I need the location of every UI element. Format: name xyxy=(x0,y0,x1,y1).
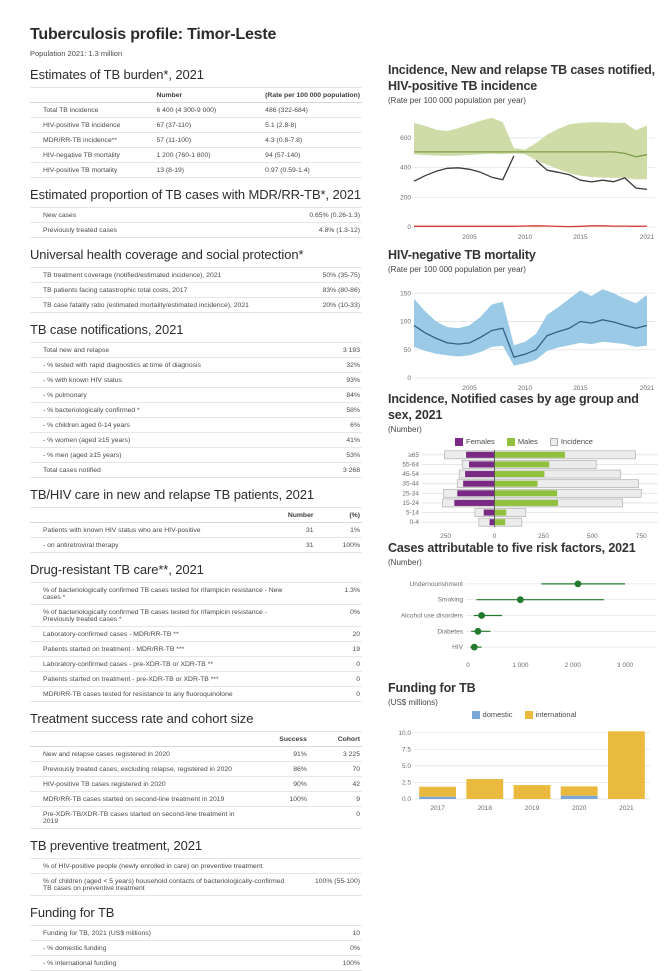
population-line: Population 2021: 1.3 million xyxy=(30,49,123,58)
table-row xyxy=(30,298,362,313)
table-fund xyxy=(30,925,362,971)
row-value: 57 (11-100) xyxy=(156,136,192,144)
svg-text:1 000: 1 000 xyxy=(512,662,529,669)
table-row xyxy=(30,672,362,687)
svg-text:0: 0 xyxy=(407,375,411,383)
table-row xyxy=(30,926,362,941)
table-row xyxy=(30,762,362,777)
row-label: % of children (aged < 5 years) household contacts of bacteriologically-confirmed TB cases on preventive treatment xyxy=(43,877,285,892)
row-label: % of bacteriologically confirmed TB cases tested for rifampicin resistance - Previously treated cases * xyxy=(43,608,267,623)
table-tsr xyxy=(30,731,362,829)
table-row xyxy=(30,657,362,672)
svg-text:55-64: 55-64 xyxy=(402,461,419,469)
chart-canvas xyxy=(388,448,660,540)
svg-text:400: 400 xyxy=(400,164,411,172)
row-label: HIV-positive TB mortality xyxy=(43,166,118,174)
column-header: Number xyxy=(287,511,314,519)
row-value: 3 193 xyxy=(342,346,360,354)
charts-column xyxy=(388,0,660,940)
row-value: 58% xyxy=(346,406,360,414)
table-mdrprop xyxy=(30,207,362,238)
row-value: 70 xyxy=(352,765,360,773)
legend-label: international xyxy=(535,710,577,719)
section-heading: Drug-resistant TB care**, 2021 xyxy=(30,562,204,577)
table-drtb xyxy=(30,582,362,702)
svg-text:15-24: 15-24 xyxy=(402,499,419,507)
svg-text:7.5: 7.5 xyxy=(401,746,411,754)
legend-swatch xyxy=(507,438,515,446)
section-notif xyxy=(30,322,362,478)
legend-swatch xyxy=(455,438,463,446)
svg-text:2021: 2021 xyxy=(639,385,655,392)
row-label: HIV-positive TB cases registered in 2020 xyxy=(43,780,166,788)
row-value: 100% (55-100) xyxy=(315,877,360,885)
section-tpt xyxy=(30,838,362,896)
chart-funding xyxy=(388,680,660,813)
table-row xyxy=(30,148,362,163)
row-value: 0% xyxy=(350,944,360,952)
column-header: Number xyxy=(156,91,183,99)
svg-text:2015: 2015 xyxy=(573,234,588,241)
table-row xyxy=(30,118,362,133)
svg-text:2021: 2021 xyxy=(639,234,655,241)
svg-text:25-34: 25-34 xyxy=(402,490,419,498)
row-value: 13 (8-19) xyxy=(156,166,185,174)
chart-canvas xyxy=(388,570,660,670)
table-row xyxy=(30,343,362,358)
legend-label: Females xyxy=(466,437,495,446)
table-tpt xyxy=(30,858,362,896)
svg-text:150: 150 xyxy=(400,290,411,298)
row-value: 3 225 xyxy=(342,750,360,758)
svg-text:≥65: ≥65 xyxy=(408,451,419,459)
svg-text:2 000: 2 000 xyxy=(564,662,581,669)
row-label: Pre-XDR-TB/XDR-TB cases started on second-line treatment in 2019 xyxy=(43,810,235,825)
row-value: 90% xyxy=(293,780,307,788)
chart-subtitle: (Rate per 100 000 population per year) xyxy=(388,265,526,274)
row-value: 0 xyxy=(356,810,360,818)
row-label: - % tested with rapid diagnostics at time of diagnosis xyxy=(43,361,201,369)
svg-text:250: 250 xyxy=(440,533,451,540)
section-mdrprop xyxy=(30,187,362,238)
row-value xyxy=(256,807,309,829)
chart-body xyxy=(388,437,660,540)
row-value: 0 xyxy=(356,690,360,698)
row-value: 86% xyxy=(293,765,307,773)
row-value: 0% xyxy=(350,608,360,616)
chart-title: HIV-negative TB mortality xyxy=(388,248,536,262)
svg-text:0-4: 0-4 xyxy=(409,519,419,527)
table-row xyxy=(30,283,362,298)
row-value: 50% (35-75) xyxy=(322,271,360,279)
legend-item xyxy=(550,437,593,446)
svg-text:Alcohol use disorders: Alcohol use disorders xyxy=(400,612,463,620)
table-row xyxy=(30,642,362,657)
svg-text:5.0: 5.0 xyxy=(401,763,411,771)
chart-legend xyxy=(388,710,660,719)
section-heading: Estimates of TB burden*, 2021 xyxy=(30,67,204,82)
table-row xyxy=(30,687,362,702)
row-value: 67 (37-110) xyxy=(156,121,192,129)
row-value: 100% xyxy=(342,541,360,549)
chart-subtitle: (Rate per 100 000 population per year) xyxy=(388,96,526,105)
chart-canvas xyxy=(388,721,660,813)
row-label: % of HIV-positive people (newly enrolled in care) on preventive treatment xyxy=(43,862,263,870)
svg-text:45-54: 45-54 xyxy=(402,471,419,479)
column-header: (%) xyxy=(349,511,360,519)
row-value: 53% xyxy=(346,451,360,459)
row-value: 486 (322-684) xyxy=(265,106,308,114)
row-label: - % with known HIV status xyxy=(43,376,122,384)
page-title: Tuberculosis profile: Timor-Leste xyxy=(30,26,277,43)
table-row xyxy=(30,874,362,896)
table-row xyxy=(30,463,362,478)
row-value: 9 xyxy=(356,795,360,803)
row-value: 31 xyxy=(305,541,314,549)
section-tbhiv xyxy=(30,487,362,553)
row-value: 41% xyxy=(346,436,360,444)
row-value: 4.8% (1.3-12) xyxy=(318,226,360,234)
table-row xyxy=(30,418,362,433)
svg-text:2019: 2019 xyxy=(524,805,540,812)
row-label: - % men (aged ≥15 years) xyxy=(43,451,122,459)
svg-text:2005: 2005 xyxy=(462,234,477,241)
row-label: New and relapse cases registered in 2020 xyxy=(43,750,170,758)
legend-swatch xyxy=(472,711,480,719)
svg-text:10.0: 10.0 xyxy=(398,729,411,737)
table-row xyxy=(30,133,362,148)
row-label: % of bacteriologically confirmed TB cases tested for rifampicin resistance - New cases * xyxy=(43,586,283,601)
legend-swatch xyxy=(525,711,533,719)
section-heading: Universal health coverage and social protection* xyxy=(30,247,304,262)
legend-item xyxy=(472,710,513,719)
svg-text:2020: 2020 xyxy=(571,805,587,812)
row-label: - on antiretroviral therapy xyxy=(43,541,119,549)
chart-legend xyxy=(388,437,660,446)
row-label: - % international funding xyxy=(43,959,117,967)
svg-text:Smoking: Smoking xyxy=(437,596,463,604)
chart-body xyxy=(388,570,660,670)
table-row xyxy=(30,448,362,463)
row-label: Total TB incidence xyxy=(43,106,99,114)
table-row xyxy=(30,268,362,283)
chart-body xyxy=(388,277,660,393)
section-heading: Estimated proportion of TB cases with MDR/RR-TB*, 2021 xyxy=(30,187,362,202)
row-value: 3 268 xyxy=(342,466,360,474)
row-label: - % domestic funding xyxy=(43,944,107,952)
svg-text:50: 50 xyxy=(403,346,411,354)
legend-label: domestic xyxy=(482,710,513,719)
row-value: 93% xyxy=(346,376,360,384)
row-label: Laboratory-confirmed cases - pre-XDR-TB or XDR-TB ** xyxy=(43,660,213,668)
svg-text:2.5: 2.5 xyxy=(401,779,411,787)
svg-text:0.0: 0.0 xyxy=(401,796,411,804)
chart-title: Cases attributable to five risk factors, 2021 xyxy=(388,541,636,555)
row-value xyxy=(292,859,362,874)
legend-item xyxy=(507,437,538,446)
chart-incidence-notified xyxy=(388,62,660,242)
svg-text:0: 0 xyxy=(466,662,470,669)
column-header: Success xyxy=(279,735,307,743)
tables-area xyxy=(30,67,362,971)
table-header-row xyxy=(30,508,362,523)
svg-text:0: 0 xyxy=(407,224,411,232)
row-value: 1.3% xyxy=(344,586,360,594)
chart-subtitle: (US$ millions) xyxy=(388,698,438,707)
chart-risk-factors xyxy=(388,540,660,670)
table-burden xyxy=(30,87,362,178)
table-header-row xyxy=(30,88,362,103)
row-value: 42 xyxy=(352,780,360,788)
section-drtb xyxy=(30,562,362,702)
section-heading: Treatment success rate and cohort size xyxy=(30,711,254,726)
table-row xyxy=(30,388,362,403)
row-label: - % women (aged ≥15 years) xyxy=(43,436,131,444)
row-label: New cases xyxy=(43,211,77,219)
row-value: 32% xyxy=(346,361,360,369)
svg-text:500: 500 xyxy=(586,533,598,540)
row-value: 6% xyxy=(350,421,360,429)
table-row xyxy=(30,859,362,874)
table-row xyxy=(30,956,362,971)
row-value: 31 xyxy=(305,526,314,534)
svg-text:2017: 2017 xyxy=(430,805,445,812)
chart-canvas xyxy=(388,108,660,242)
legend-item xyxy=(455,437,495,446)
svg-text:2010: 2010 xyxy=(517,385,533,392)
svg-text:100: 100 xyxy=(400,318,411,326)
table-row xyxy=(30,777,362,792)
svg-text:0: 0 xyxy=(492,533,497,540)
row-value: 100% xyxy=(289,795,307,803)
svg-text:250: 250 xyxy=(537,533,549,540)
row-label: Total cases notified xyxy=(43,466,101,474)
table-row xyxy=(30,747,362,762)
chart-body xyxy=(388,710,660,813)
row-value: 5.1 (2.8-8) xyxy=(265,121,297,129)
section-burden xyxy=(30,67,362,178)
legend-label: Incidence xyxy=(560,437,593,446)
section-heading: TB preventive treatment, 2021 xyxy=(30,838,202,853)
row-value: 94 (57-140) xyxy=(265,151,301,159)
table-row xyxy=(30,223,362,238)
row-label: Laboratory-confirmed cases - MDR/RR-TB ** xyxy=(43,630,179,638)
row-label: MDR/RR-TB incidence** xyxy=(43,136,118,144)
row-value: 10 xyxy=(352,929,360,937)
chart-title: Incidence, New and relapse TB cases notified, HIV-positive TB incidence xyxy=(388,63,655,93)
row-label: TB treatment coverage (notified/estimated incidence), 2021 xyxy=(43,271,222,279)
svg-text:Diabetes: Diabetes xyxy=(437,628,463,636)
svg-text:Undernourishment: Undernourishment xyxy=(409,580,463,588)
table-uhc xyxy=(30,267,362,313)
table-row xyxy=(30,433,362,448)
svg-text:2021: 2021 xyxy=(619,805,634,812)
row-label: TB case fatality ratio (estimated mortality/estimated incidence), 2021 xyxy=(43,301,249,309)
row-label: Total new and relapse xyxy=(43,346,110,354)
svg-text:5-14: 5-14 xyxy=(405,509,419,517)
row-value: 91% xyxy=(293,750,307,758)
svg-text:200: 200 xyxy=(400,194,411,202)
table-tbhiv xyxy=(30,507,362,553)
row-value: 1 200 (760-1 800) xyxy=(156,151,211,159)
row-label: - % children aged 0-14 years xyxy=(43,421,130,429)
row-value: 84% xyxy=(346,391,360,399)
section-tsr xyxy=(30,711,362,829)
svg-text:3 000: 3 000 xyxy=(616,662,634,669)
table-row xyxy=(30,103,362,118)
row-label: Previously treated cases, excluding relapse, registered in 2020 xyxy=(43,765,232,773)
row-label: MDR/RR-TB cases started on second-line treatment in 2019 xyxy=(43,795,225,803)
table-row xyxy=(30,403,362,418)
column-header: Cohort xyxy=(337,735,360,743)
chart-subtitle: (Number) xyxy=(388,425,422,434)
table-row xyxy=(30,605,362,627)
row-label: Patients started on treatment - pre-XDR-TB or XDR-TB *** xyxy=(43,675,219,683)
row-value: 4.3 (0.8-7.8) xyxy=(265,136,303,144)
table-row xyxy=(30,163,362,178)
section-heading: TB case notifications, 2021 xyxy=(30,322,184,337)
left-column xyxy=(30,26,362,971)
chart-body xyxy=(388,108,660,242)
row-label: HIV-positive TB incidence xyxy=(43,121,121,129)
svg-text:2005: 2005 xyxy=(462,385,477,392)
row-value: 6 400 (4 300-9 000) xyxy=(156,106,217,114)
chart-title: Funding for TB xyxy=(388,681,476,695)
section-uhc xyxy=(30,247,362,313)
table-row xyxy=(30,583,362,605)
table-row xyxy=(30,792,362,807)
row-value: 100% xyxy=(342,959,360,967)
chart-subtitle: (Number) xyxy=(388,558,422,567)
row-value: 20 xyxy=(352,630,360,638)
row-label: TB patients facing catastrophic total costs, 2017 xyxy=(43,286,188,294)
svg-text:2015: 2015 xyxy=(573,385,588,392)
svg-text:600: 600 xyxy=(400,134,411,142)
row-label: - % bacteriologically confirmed * xyxy=(43,406,140,414)
legend-label: Males xyxy=(517,437,538,446)
section-fund xyxy=(30,905,362,971)
row-value: 1% xyxy=(350,526,360,534)
row-value: 0 xyxy=(356,675,360,683)
table-row xyxy=(30,941,362,956)
row-label: Previously treated cases xyxy=(43,226,118,234)
chart-hiv-negative-mortality xyxy=(388,247,660,393)
table-row xyxy=(30,523,362,538)
table-row xyxy=(30,358,362,373)
svg-text:HIV: HIV xyxy=(452,644,463,652)
row-label: Funding for TB, 2021 (US$ millions) xyxy=(43,929,151,937)
svg-text:35-44: 35-44 xyxy=(402,480,419,488)
svg-text:750: 750 xyxy=(635,533,647,540)
section-heading: TB/HIV care in new and relapse TB patients, 2021 xyxy=(30,487,315,502)
column-header: (Rate per 100 000 population) xyxy=(265,91,360,99)
row-value: 83% (80-86) xyxy=(322,286,360,294)
row-label: Patients started on treatment - MDR/RR-TB *** xyxy=(43,645,185,653)
row-label: HIV-negative TB mortality xyxy=(43,151,120,159)
row-value: 0.65% (0.26-1.3) xyxy=(309,211,360,219)
svg-text:2018: 2018 xyxy=(477,805,493,812)
row-label: MDR/RR-TB cases tested for resistance to any fluoroquinolone xyxy=(43,690,233,698)
chart-title: Incidence, Notified cases by age group and sex, 2021 xyxy=(388,392,639,422)
table-row xyxy=(30,627,362,642)
legend-swatch xyxy=(550,438,558,446)
table-header-row xyxy=(30,732,362,747)
row-label: Patients with known HIV status who are HIV-positive xyxy=(43,526,201,534)
section-heading: Funding for TB xyxy=(30,905,115,920)
table-notif xyxy=(30,342,362,478)
legend-item xyxy=(525,710,577,719)
table-row xyxy=(30,807,362,829)
chart-canvas xyxy=(388,277,660,393)
row-label: - % pulmonary xyxy=(43,391,87,399)
row-value: 0.97 (0.59-1.4) xyxy=(265,166,310,174)
row-value: 0 xyxy=(356,660,360,668)
svg-text:2010: 2010 xyxy=(517,234,533,241)
table-row xyxy=(30,373,362,388)
table-row xyxy=(30,208,362,223)
chart-age-sex-pyramid xyxy=(388,391,660,540)
table-row xyxy=(30,538,362,553)
row-value: 20% (10-33) xyxy=(322,301,360,309)
row-value: 19 xyxy=(352,645,360,653)
